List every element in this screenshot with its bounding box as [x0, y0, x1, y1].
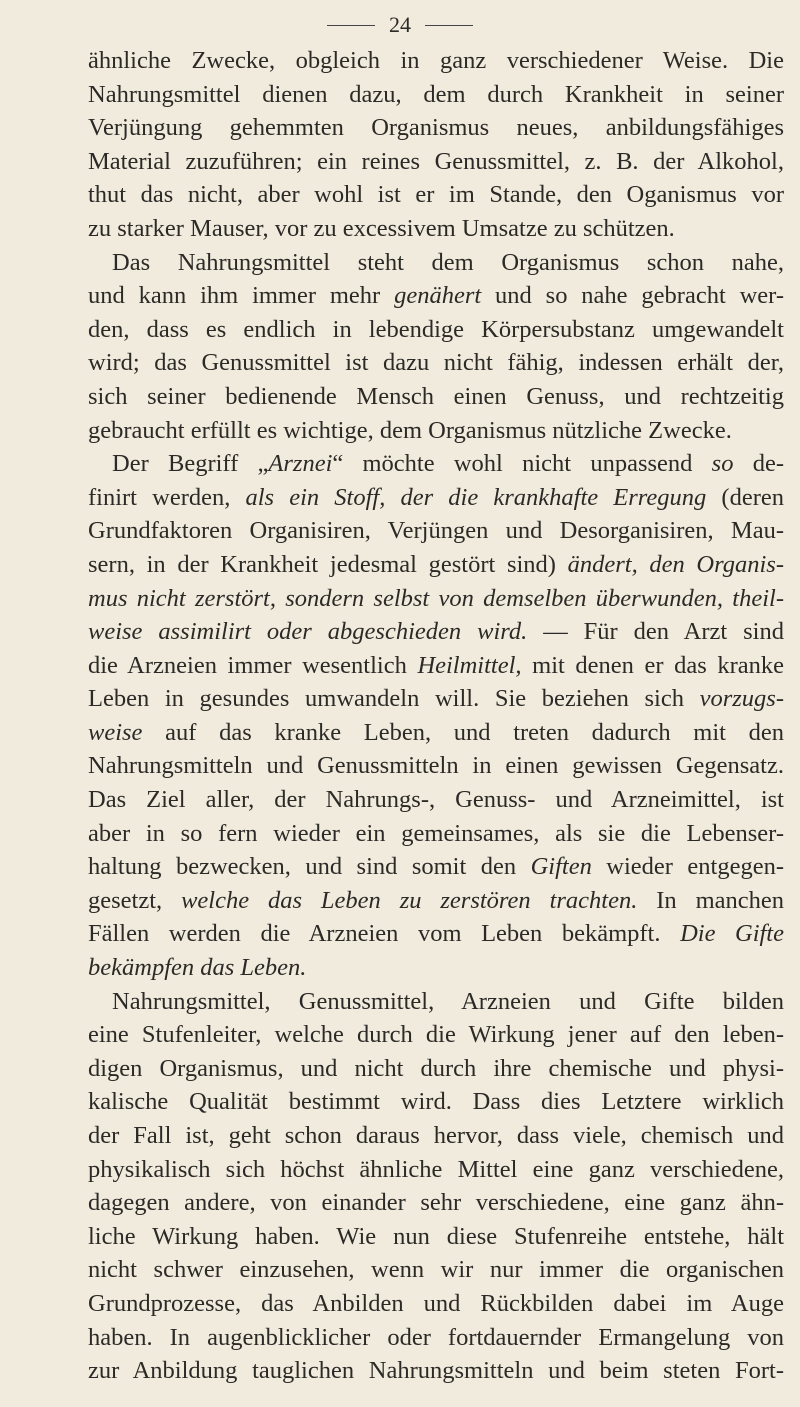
text-line — [88, 749, 784, 783]
italic-text: vorzugs- — [699, 685, 784, 713]
text-span: und kann ihm immer mehr — [88, 282, 395, 310]
text-line — [88, 548, 784, 582]
text-line — [88, 649, 784, 683]
italic-text: Die Gifte — [680, 920, 784, 948]
text-span: dagegen andere, von einander sehr verschiedene, eine ganz ähn- — [88, 1189, 784, 1217]
italic-text: bekämpfen das Leben. — [88, 954, 307, 982]
text-span: — Für den Arzt sind — [527, 618, 784, 646]
italic-text: als ein Stoff, der die krankhafte Erregung — [245, 483, 707, 511]
text-line — [88, 1354, 784, 1388]
text-line — [88, 1153, 784, 1187]
text-line — [88, 582, 784, 616]
text-line — [88, 985, 784, 1019]
text-span: Leben in gesundes umwandeln will. Sie beziehen sich — [88, 685, 700, 713]
text-line — [88, 414, 784, 448]
text-line — [88, 447, 784, 481]
text-line — [88, 1321, 784, 1355]
text-span: Nahrungsmitteln und Genussmitteln in einen gewissen Gegensatz. — [88, 752, 784, 780]
text-span: Das Nahrungsmittel steht dem Organismus schon nahe, — [112, 248, 784, 276]
text-span: digen Organismus, und nicht durch ihre chemische und physi- — [88, 1054, 784, 1082]
italic-text: Giften — [530, 853, 592, 881]
text-span: Fällen werden die Arzneien vom Leben bekämpft. — [88, 920, 681, 948]
text-span: der Fall ist, geht schon daraus hervor, dass viele, chemisch und — [88, 1122, 784, 1149]
text-line — [88, 514, 784, 548]
italic-text: Arznei — [268, 450, 333, 478]
text-span: Der Begriff „ — [112, 450, 269, 478]
text-span: aber in so fern wieder ein gemeinsames, als sie die Lebenser- — [88, 819, 784, 847]
text-line — [88, 346, 784, 380]
text-span: (deren — [706, 483, 784, 511]
text-line — [88, 817, 784, 851]
text-line — [88, 279, 784, 313]
text-line — [88, 313, 784, 347]
text-line — [88, 44, 784, 78]
text-line — [88, 145, 784, 179]
italic-text: Heilmittel, — [417, 651, 522, 679]
text-line — [88, 951, 784, 985]
text-span: eine Stufenleiter, welche durch die Wirkung jener auf den leben- — [88, 1021, 784, 1049]
body-text — [88, 44, 784, 1388]
text-line — [88, 917, 784, 951]
text-span: zur Anbildung tauglichen Nahrungsmitteln und beim steten Fort- — [88, 1357, 784, 1385]
text-span: und so nahe gebracht wer- — [481, 282, 784, 310]
text-span: de- — [733, 450, 784, 478]
text-span: Verjüngung gehemmten Organismus neues, anbildungsfähiges — [88, 114, 784, 142]
italic-text: ändert, den Organis- — [567, 550, 784, 578]
text-span: wird; das Genussmittel ist dazu nicht fähig, indessen erhält der, — [88, 349, 784, 377]
text-span: Das Ziel aller, der Nahrungs-, Genuss- und Arzneimittel, ist — [88, 786, 784, 814]
text-span: haltung bezwecken, und sind somit den — [88, 853, 531, 881]
text-span: wieder entgegen- — [591, 853, 784, 881]
header-rule-right — [425, 25, 473, 26]
text-line — [88, 1052, 784, 1086]
text-span: Grundfaktoren Organisiren, Verjüngen und Desorganisiren, Mau- — [88, 517, 784, 545]
text-line — [88, 716, 784, 750]
text-line — [88, 1085, 784, 1119]
text-span: auf das kranke Leben, und treten dadurch mit den — [142, 718, 784, 746]
text-line — [88, 78, 784, 112]
text-span: kalische Qualität bestimmt wird. Dass dies Letztere wirklich — [88, 1088, 784, 1116]
text-span: den, dass es endlich in lebendige Körpersubstanz umgewandelt — [88, 315, 784, 343]
italic-text: welche das Leben zu zerstören trachten. — [181, 886, 638, 914]
italic-text: genähert — [394, 282, 482, 310]
text-line — [88, 850, 784, 884]
text-line — [88, 615, 784, 649]
text-span: In manchen — [637, 886, 785, 914]
header-rule-left — [327, 25, 375, 26]
text-span: Nahrungsmittel, Genussmittel, Arzneien und Gifte bilden — [112, 987, 784, 1015]
text-line — [88, 783, 784, 817]
text-line — [88, 884, 784, 918]
text-span: zu starker Mauser, vor zu excessivem Umsatze zu schützen. — [88, 214, 675, 242]
text-span: finirt werden, — [88, 483, 246, 511]
text-line — [88, 481, 784, 515]
text-line — [88, 1253, 784, 1287]
text-line — [88, 1119, 784, 1153]
page-number: 24 — [389, 12, 411, 37]
text-span: Material zuzuführen; ein reines Genussmittel, z. B. der Alkohol, — [88, 147, 784, 175]
italic-text: weise — [88, 718, 143, 746]
text-line — [88, 380, 784, 414]
page-header — [0, 10, 800, 40]
text-span: die Arzneien immer wesentlich — [88, 651, 418, 679]
text-line — [88, 1186, 784, 1220]
text-line — [88, 178, 784, 212]
text-span: haben. In augenblicklicher oder fortdauernder Ermangelung von — [88, 1323, 784, 1351]
text-line — [88, 212, 784, 246]
text-line — [88, 682, 784, 716]
text-span: sern, in der Krankheit jedesmal gestört sind) — [88, 550, 568, 578]
text-line — [88, 246, 784, 280]
text-span: liche Wirkung haben. Wie nun diese Stufenreihe entstehe, hält — [88, 1222, 784, 1250]
text-line — [88, 1220, 784, 1254]
text-span: ähnliche Zwecke, obgleich in ganz verschiedener Weise. Die — [88, 47, 784, 74]
text-span: thut das nicht, aber wohl ist er im Stande, den Oganismus vor — [88, 181, 784, 209]
text-line — [88, 111, 784, 145]
italic-text: mus nicht zerstört, sondern selbst von demselben überwunden, theil- — [88, 584, 784, 612]
italic-text: weise assimilirt oder abgeschieden wird. — [88, 618, 528, 646]
text-span: mit denen er das kranke — [521, 651, 784, 679]
text-span: sich seiner bedienende Mensch einen Genuss, und rechtzeitig — [88, 382, 784, 410]
text-span: nicht schwer einzusehen, wenn wir nur immer die organischen — [88, 1256, 784, 1284]
text-span: physikalisch sich höchst ähnliche Mittel eine ganz verschiedene, — [88, 1155, 784, 1183]
text-line — [88, 1018, 784, 1052]
text-span: gesetzt, — [88, 886, 182, 914]
text-span: Nahrungsmittel dienen dazu, dem durch Krankheit in seiner — [88, 80, 784, 108]
text-span: Grundprozesse, das Anbilden und Rückbilden dabei im Auge — [88, 1289, 784, 1317]
text-span: gebraucht erfüllt es wichtige, dem Organismus nützliche Zwecke. — [88, 416, 732, 444]
text-span: “ möchte wohl nicht unpassend — [332, 450, 712, 478]
italic-text: so — [711, 450, 734, 478]
text-line — [88, 1287, 784, 1321]
